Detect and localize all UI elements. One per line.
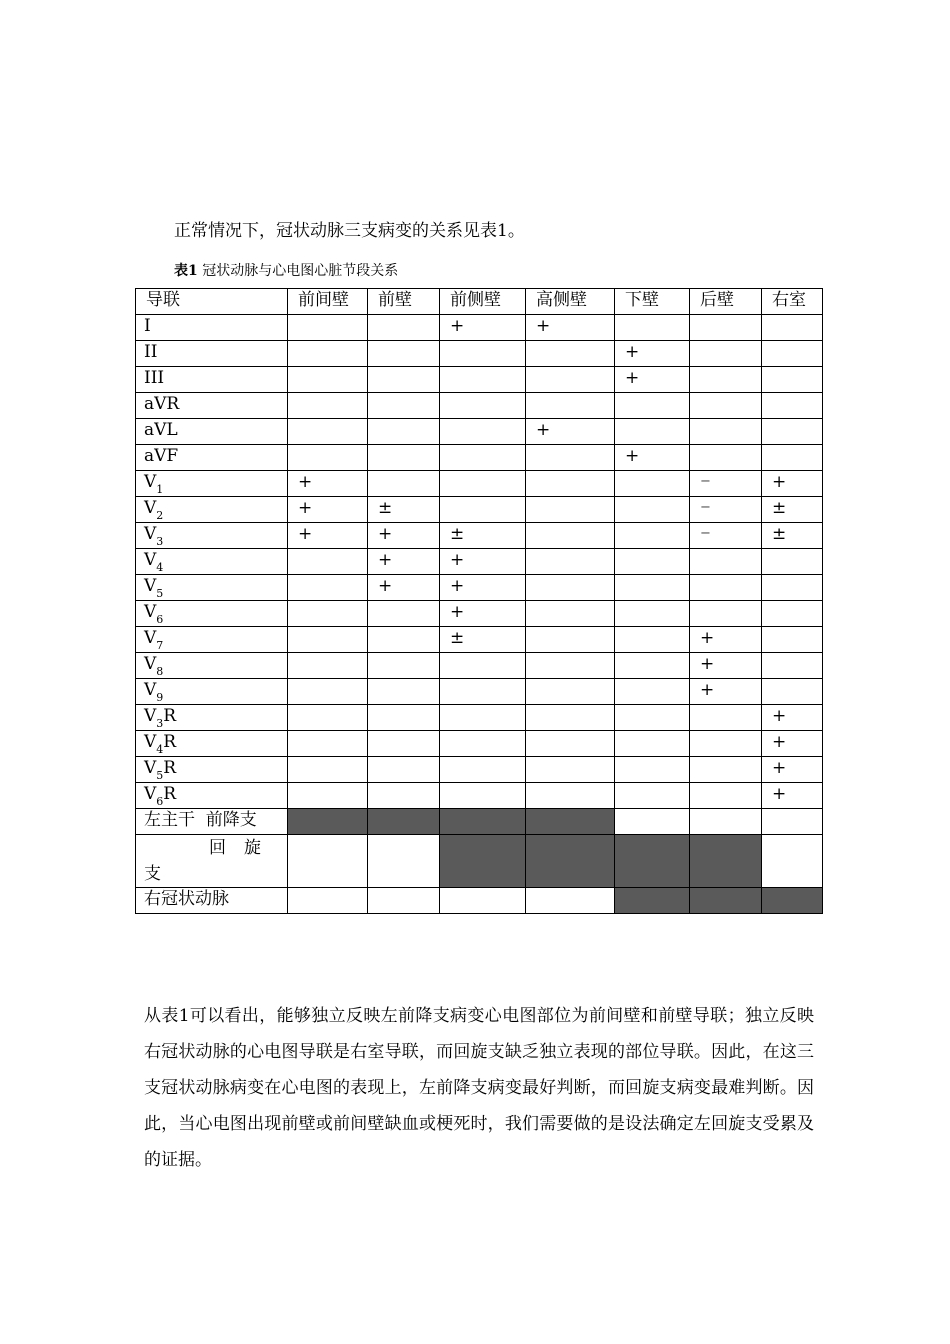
table-cell [690,705,762,731]
lead-base: V [144,680,157,700]
lead-subscript: 4 [156,743,164,756]
table-header-row [136,289,823,315]
table-cell [690,445,762,471]
table-cell [615,601,690,627]
table-cell [615,471,690,497]
table-cell [615,315,690,341]
artery-cell [440,888,526,914]
artery-cell [288,809,368,835]
lead-subscript: 7 [156,639,164,652]
artery-cell [526,888,615,914]
artery-cell [615,809,690,835]
table-cell [762,445,823,471]
table-row [136,341,823,367]
table-cell [368,315,440,341]
table-cell [288,445,368,471]
table-cell [440,757,526,783]
table-cell [368,757,440,783]
table-cell [288,419,368,445]
lead-base: V [144,550,157,570]
table-cell [368,471,440,497]
table-cell [526,627,615,653]
artery-cell [762,888,823,914]
artery-cell [762,835,823,888]
table-cell [615,575,690,601]
table-cell [526,523,615,549]
lead-label [136,601,288,627]
table-cell [288,757,368,783]
table-cell [440,705,526,731]
table-cell: + [690,627,762,653]
artery-label-lcx [136,835,288,888]
table-cell: + [526,315,615,341]
artery-cell [368,809,440,835]
table-cell [690,731,762,757]
artery-label-lad: 左主干 前降支 [136,809,288,835]
table-row [136,523,823,549]
artery-cell [440,809,526,835]
table-row [136,393,823,419]
lead-label [136,523,288,549]
table-cell [615,523,690,549]
table-cell [368,627,440,653]
table-cell: ± [762,497,823,523]
table-cell [690,367,762,393]
table-cell [762,575,823,601]
lead-base: V [144,784,157,804]
table-cell [440,367,526,393]
table-cell [615,393,690,419]
table-cell [762,393,823,419]
artery-cell [526,809,615,835]
table-cell: ± [440,523,526,549]
table-cell [615,783,690,809]
lead-label: aVF [136,445,288,471]
lead-base: V [144,498,157,518]
table-cell [690,341,762,367]
table-cell: + [762,783,823,809]
header-posterior: 后壁 [690,289,762,315]
table-cell: + [615,367,690,393]
lead-subscript: 4 [156,561,164,574]
table-cell [615,419,690,445]
lead-base: V [144,758,157,778]
table-cell [368,731,440,757]
lead-label: III [136,367,288,393]
artery-row-lcx [136,835,823,888]
table-cell: + [440,549,526,575]
table-row [136,653,823,679]
table-cell [762,341,823,367]
table-cell [526,497,615,523]
ecg-segment-table [135,288,823,914]
table-cell [440,679,526,705]
table-cell [690,575,762,601]
table-cell: + [288,523,368,549]
table-cell [368,679,440,705]
lead-label [136,497,288,523]
table-cell [440,497,526,523]
table-cell [526,341,615,367]
table-cell: ± [762,523,823,549]
table-cell [526,575,615,601]
table-cell [288,575,368,601]
table-cell: + [526,419,615,445]
table-row [136,731,823,757]
table-cell: + [288,471,368,497]
lead-subscript: 3 [156,717,164,730]
table-cell [368,341,440,367]
lead-label: I [136,315,288,341]
table-cell [440,731,526,757]
table-caption-number: 表1 [174,263,198,279]
table-cell: + [762,471,823,497]
table-row [136,445,823,471]
table-cell [440,783,526,809]
artery-cell [615,888,690,914]
table-cell [762,601,823,627]
table-cell: + [440,315,526,341]
table-cell [526,445,615,471]
table-cell [440,419,526,445]
table-cell [526,757,615,783]
table-cell: − [690,497,762,523]
table-cell [615,549,690,575]
header-lead: 导联 [136,289,288,315]
table-cell: + [690,679,762,705]
table-cell: − [690,523,762,549]
lead-subscript: 6 [156,613,164,626]
table-cell: + [615,445,690,471]
table-row [136,757,823,783]
lead-subscript: 8 [156,665,164,678]
table-cell [526,549,615,575]
lead-label [136,549,288,575]
lead-label [136,471,288,497]
artery-cell [690,835,762,888]
artery-label-lcx-line2: 支 [144,864,161,884]
artery-cell [615,835,690,888]
lead-base: V [144,732,157,752]
table-cell [288,393,368,419]
lead-label [136,627,288,653]
table-cell [690,393,762,419]
lead-base: V [144,654,157,674]
table-cell [762,653,823,679]
table-row [136,497,823,523]
header-right-ventricle: 右室 [762,289,823,315]
lead-subscript: 3 [156,535,164,548]
lead-base: V [144,576,157,596]
table-cell [526,471,615,497]
table-row [136,679,823,705]
table-cell [368,783,440,809]
artery-cell [368,835,440,888]
table-cell [690,601,762,627]
table-row [136,627,823,653]
intro-paragraph: 正常情况下，冠状动脉三支病变的关系见表1。 [174,221,525,241]
table-row [136,549,823,575]
table-cell [368,705,440,731]
table-cell: + [690,653,762,679]
table-cell [690,549,762,575]
table-cell: + [440,601,526,627]
lead-label: aVL [136,419,288,445]
table-cell [615,679,690,705]
table-cell [526,601,615,627]
lead-label [136,679,288,705]
table-cell [440,653,526,679]
artery-cell [288,835,368,888]
table-cell [288,705,368,731]
lead-label: aVR [136,393,288,419]
table-cell [440,445,526,471]
header-inferior: 下壁 [615,289,690,315]
header-high-lateral: 高侧壁 [526,289,615,315]
lead-label [136,575,288,601]
table-cell [762,367,823,393]
artery-cell [440,835,526,888]
table-cell: ± [368,497,440,523]
table-cell [690,419,762,445]
table-cell [288,627,368,653]
lead-subscript: 5 [156,587,164,600]
table-caption-title: 冠状动脉与心电图心脏节段关系 [202,263,399,279]
table-cell [526,679,615,705]
table-cell [288,653,368,679]
artery-cell [690,888,762,914]
artery-label-rca: 右冠状动脉 [136,888,288,914]
table-row [136,471,823,497]
table-row [136,575,823,601]
table-cell [526,783,615,809]
table-cell [288,315,368,341]
table-caption [174,261,398,281]
conclusion-paragraph: 从表1可以看出，能够独立反映左前降支病变心电图部位为前间壁和前壁导联；独立反映右冠状动脉的心电图导联是右室导联，而回旋支缺乏独立表现的部位导联。因此，在这三支冠状动脉病变在心电图的表现上，左前降支病变最好判断，而回旋支病变最难判断。因此，当心电图出现前壁或前间壁缺血或梗死时，我们需要做的是设法确定左回旋支受累及的证据。 [144,1006,814,1170]
artery-rows [136,809,823,914]
lead-label [136,757,288,783]
table-cell [368,419,440,445]
table-cell: + [368,523,440,549]
table-cell [368,367,440,393]
table-cell [690,315,762,341]
table-cell [440,341,526,367]
table-cell [615,627,690,653]
table-cell: + [368,575,440,601]
lead-base: V [144,524,157,544]
lead-label [136,731,288,757]
table-cell [762,679,823,705]
table-cell [615,705,690,731]
table-cell [368,393,440,419]
table-cell [288,367,368,393]
table-cell [288,783,368,809]
table-cell: + [615,341,690,367]
table-cell: + [368,549,440,575]
table-cell [368,601,440,627]
table-cell [288,549,368,575]
lead-base: V [144,628,157,648]
artery-cell [762,809,823,835]
table-row [136,367,823,393]
table-cell: + [288,497,368,523]
header-anterolateral: 前侧壁 [440,289,526,315]
table-cell [615,731,690,757]
lead-suffix: R [163,706,177,726]
table-cell [762,549,823,575]
table-cell: − [690,471,762,497]
table-cell [288,601,368,627]
table-cell: + [762,731,823,757]
table-cell [288,679,368,705]
lead-subscript: 1 [156,483,164,496]
artery-cell [288,888,368,914]
table-cell [615,653,690,679]
lead-subscript: 2 [156,509,164,522]
table-row [136,315,823,341]
artery-row-lad [136,809,823,835]
table-row [136,419,823,445]
header-anterior: 前壁 [368,289,440,315]
table-cell [526,393,615,419]
lead-label [136,705,288,731]
table-cell [526,731,615,757]
table-cell [690,783,762,809]
table-cell [526,705,615,731]
lead-base: V [144,472,157,492]
table-cell [288,731,368,757]
table-cell [526,653,615,679]
table-cell [615,497,690,523]
lead-subscript: 5 [156,769,164,782]
lead-suffix: R [163,732,177,752]
table-cell [440,393,526,419]
table-row [136,705,823,731]
table-cell [288,341,368,367]
table-cell [368,653,440,679]
artery-row-rca [136,888,823,914]
table-cell: + [762,705,823,731]
table-cell [615,757,690,783]
table-row [136,601,823,627]
lead-label [136,653,288,679]
artery-cell [526,835,615,888]
table-cell [762,315,823,341]
table-row [136,783,823,809]
lead-label: II [136,341,288,367]
artery-cell [368,888,440,914]
header-anteroseptal: 前间壁 [288,289,368,315]
lead-rows [136,315,823,809]
table-cell [440,471,526,497]
lead-label [136,783,288,809]
lead-suffix: R [163,758,177,778]
lead-suffix: R [163,784,177,804]
table-cell: + [762,757,823,783]
table-cell [762,419,823,445]
lead-subscript: 9 [156,691,164,704]
table-cell [690,757,762,783]
table-cell [762,627,823,653]
table-cell: + [440,575,526,601]
artery-label-lcx-line1: 回旋 [209,838,279,858]
lead-subscript: 6 [156,795,164,808]
artery-cell [690,809,762,835]
table-cell: ± [440,627,526,653]
lead-base: V [144,706,157,726]
table-cell [368,445,440,471]
table-cell [526,367,615,393]
lead-base: V [144,602,157,622]
